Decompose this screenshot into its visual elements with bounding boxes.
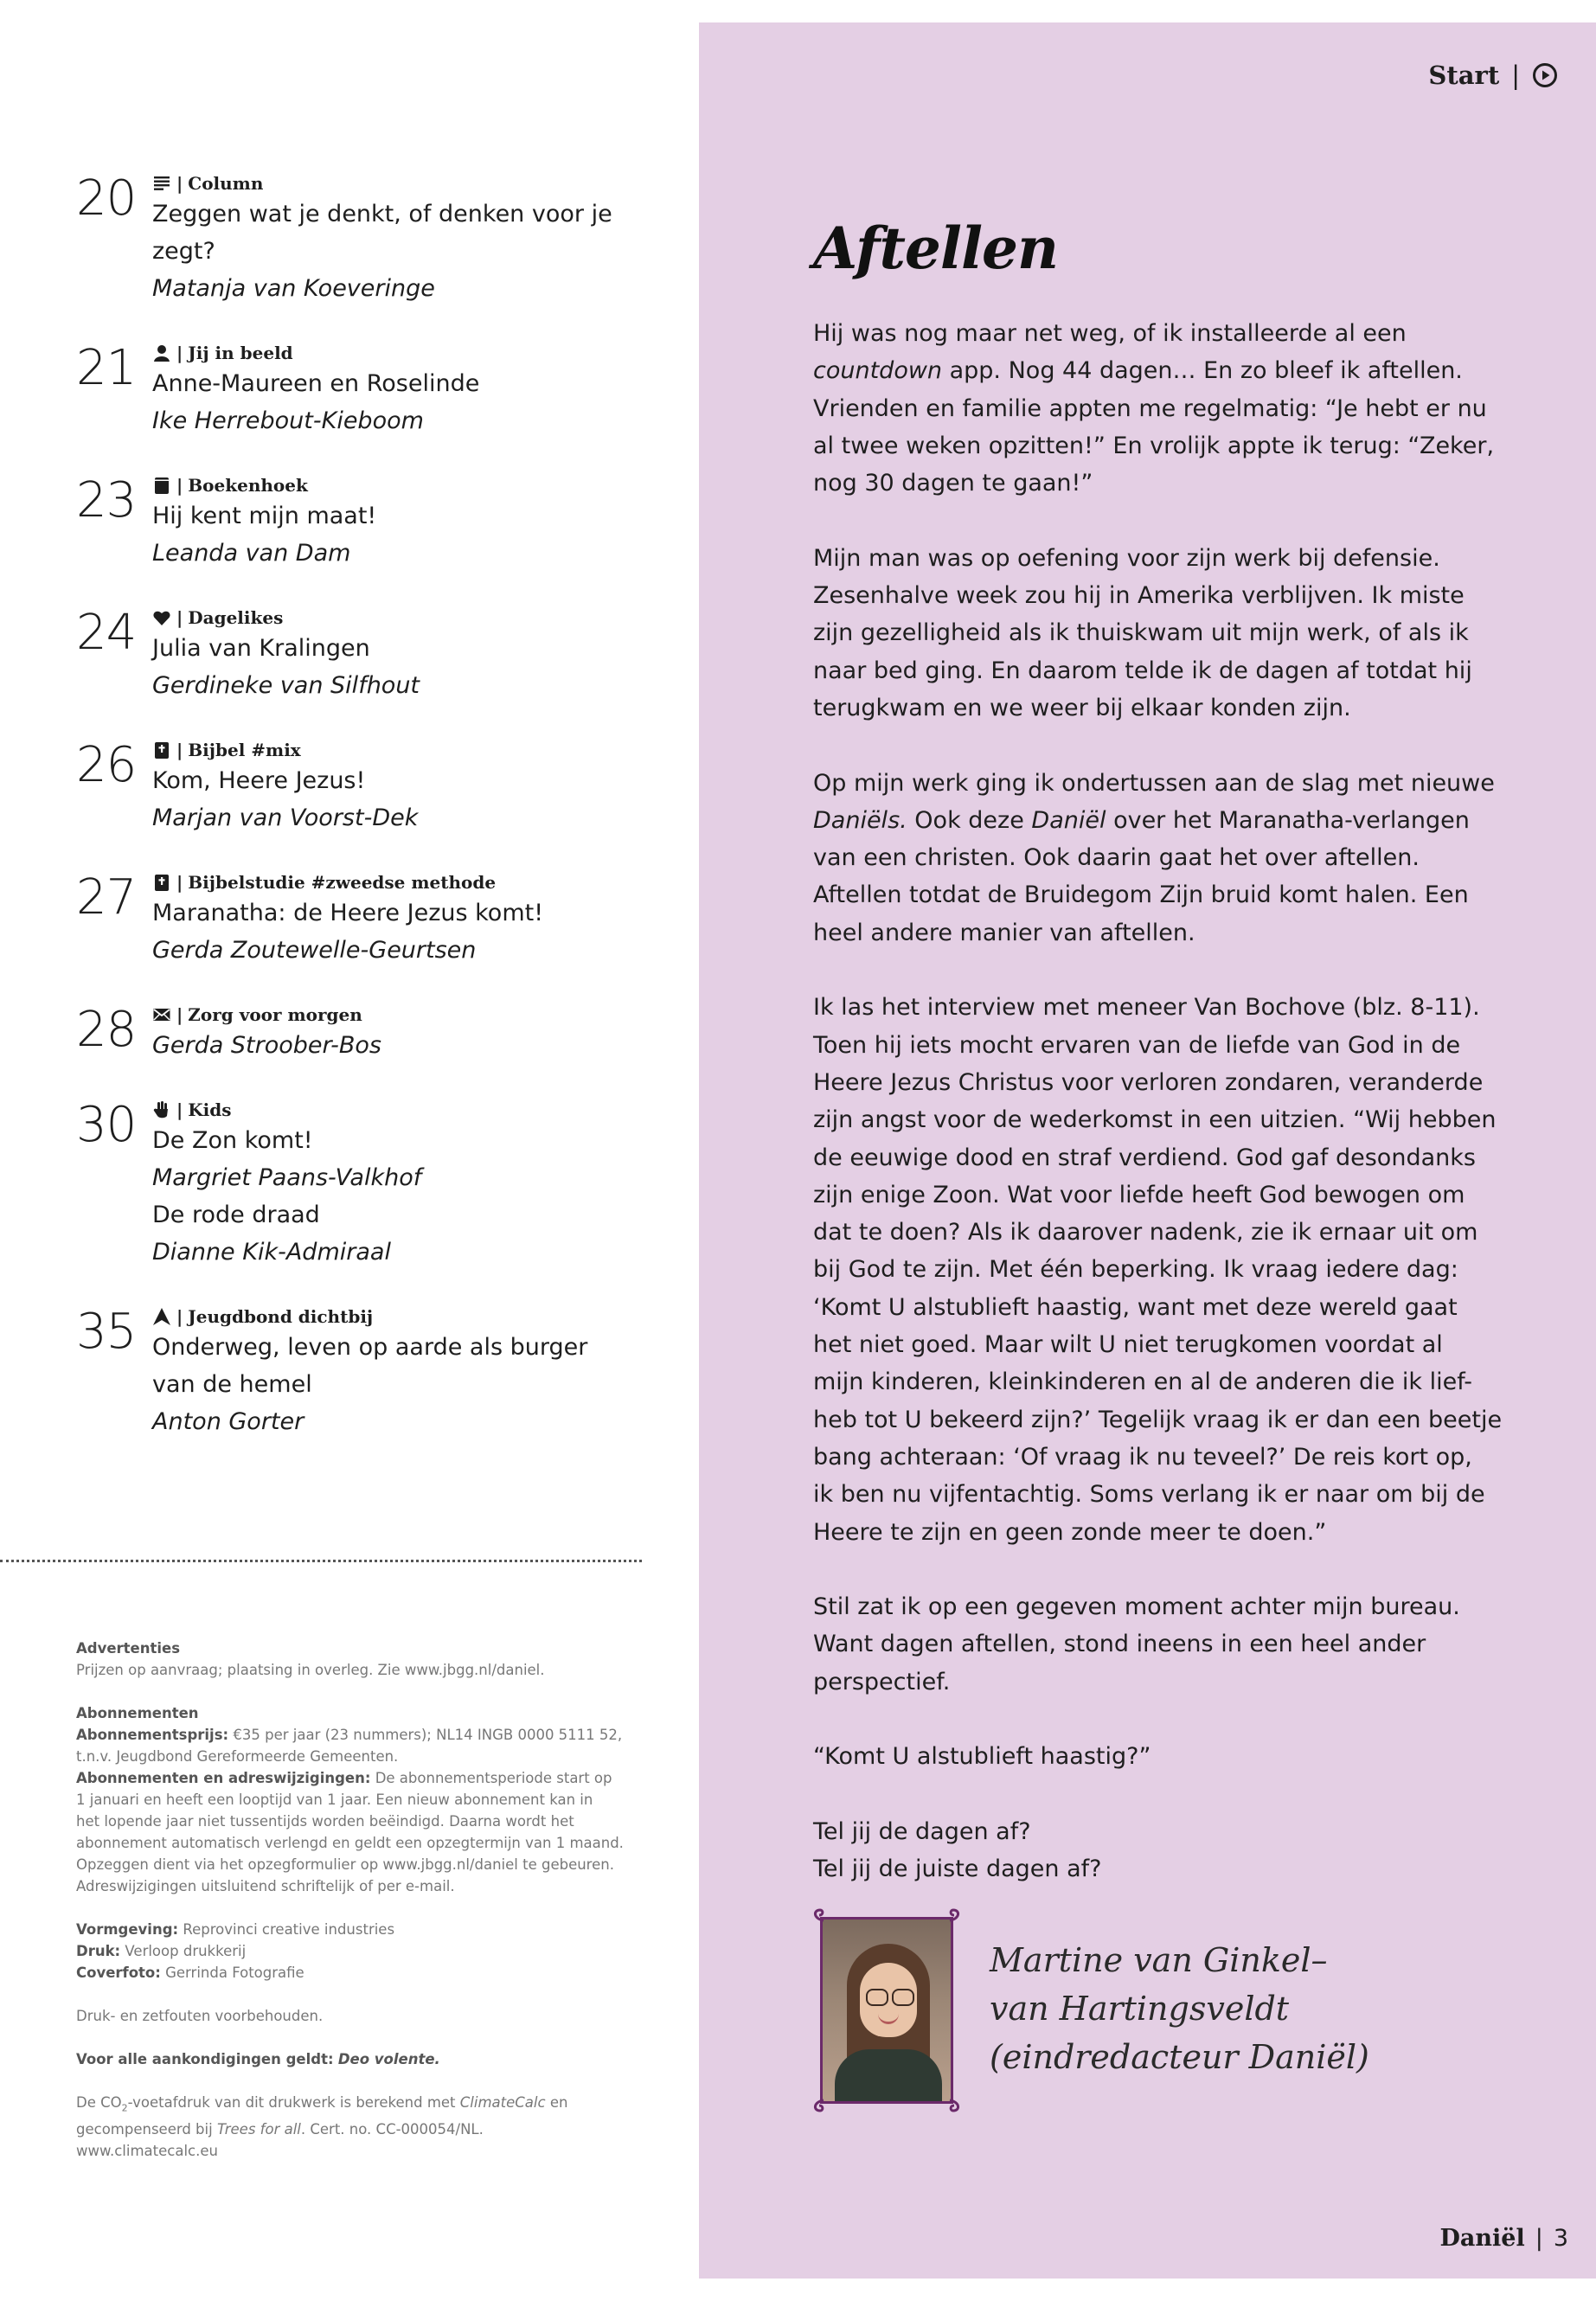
toc-entry[interactable] [76,1098,664,1271]
toc-title: Kom, Heere Jezus! [152,767,366,794]
toc-entry[interactable] [76,1003,664,1064]
toc-entry[interactable] [76,606,664,704]
body-text: bang achteraan: ‘Of vraag ik nu teveel?’ De reis kort op, [813,1443,1472,1471]
article-line [813,465,1471,502]
toc-author: Gerda Zoutewelle-Geurtsen [152,937,477,964]
article-line [813,1251,1471,1288]
article-line [813,1663,1471,1701]
toc-page-number: 21 [76,340,137,396]
body-text: de eeuwige dood en straf verdiend. God gaf desondanks [813,1144,1476,1171]
hand-icon [152,1100,171,1119]
body-text: terugkwam en we weer bij elkaar konden zijn. [813,694,1351,721]
toc-category [152,738,664,762]
toc-entry[interactable] [76,738,664,836]
colophon-errors: Druk- en zetfouten voorbehouden. [76,2008,324,2024]
article-paragraph [813,540,1471,727]
article-line [813,876,1471,913]
toc-category-label: Bijbel #mix [188,740,301,760]
toc-category-label: Kids [188,1099,232,1120]
heart-icon [152,608,171,627]
category-separator: | [176,607,183,628]
toc-page-number: 24 [76,605,137,661]
toc-category [152,606,664,630]
article-line [813,1738,1471,1775]
frame-curl-icon [946,1907,964,1924]
toc-category [152,171,664,195]
start-link[interactable] [1428,61,1558,90]
start-separator: | [1511,61,1520,90]
article-line [813,1289,1471,1326]
body-text: mijn kinderen, kleinkinderen en al de anderen die ik lief- [813,1368,1472,1396]
article-line [813,1813,1471,1850]
toc-title: Zeggen wat je denkt, of denken voor je zegt? [152,201,612,265]
article-paragraph [813,315,1495,502]
footer-separator: | [1535,2225,1543,2252]
body-text: zijn gezelligheid als ik thuiskwam uit mijn werk, of als ik [813,619,1469,647]
book-icon [152,476,171,495]
article-line [813,1363,1471,1400]
table-of-contents [76,171,664,1474]
article-line [813,427,1495,465]
colophon [76,1638,630,2183]
body-text: Ik las het interview met meneer Van Bochove (blz. 8-11). [813,994,1480,1022]
article-line [813,577,1471,614]
toc-category [152,473,664,497]
author-signature: Martine van Ginkel– van Hartingsveldt (eindredacteur Daniël) [990,1941,1369,2076]
toc-entry[interactable] [76,341,664,439]
toc-category-label: Bijbelstudie #zweedse methode [188,872,497,893]
toc-category-label: Jeugdbond dichtbij [188,1306,374,1327]
body-text: dat te doen? Als ik daarover nadenk, zie ik ernaar uit om [813,1219,1478,1247]
toc-title: van de hemel [152,1371,312,1398]
toc-page-number: 28 [76,1002,137,1058]
article-line [813,1588,1471,1625]
frame-curl-icon [810,1907,827,1924]
article-line [813,1101,1497,1138]
body-text: van een christen. Ook daarin gaat het over aftellen. [813,844,1420,872]
article-line [813,1326,1471,1363]
arrow-up-icon [152,1307,171,1326]
toc-title: Julia van Kralingen [152,635,370,662]
article-line [813,1176,1471,1214]
toc-author: Margriet Paans-Valkhof [152,1164,422,1191]
article-line [813,689,1471,727]
toc-title: Maranatha: de Heere Jezus komt! [152,900,544,926]
colophon-co2: De $CO_2$-voetafdruk van dit drukwerk is berekend met ClimateCalc en gecompenseerd bij Trees for all. Cert. no. CC-000054/NL. www.climatecalc.eu [76,2094,568,2160]
article-body [813,315,1503,1926]
toc-author: Matanja van Koeveringe [152,275,435,302]
body-text: app. Nog 44 dagen… En zo bleef ik aftellen. [942,357,1463,385]
toc-category [152,341,664,365]
toc-entry[interactable] [76,1304,664,1440]
body-text: ik ben nu vijfentachtig. Soms verlang ik er naar om bij de [813,1481,1485,1509]
body-text: Vrienden en familie appten me regelmatig: “Je hebt er nu [813,394,1487,422]
article-line [813,315,1471,352]
article-line [813,1476,1485,1513]
article-paragraph [813,1738,1471,1775]
toc-category-label: Zorg voor morgen [188,1004,362,1025]
start-label: Start [1428,61,1500,90]
article-line [813,652,1471,689]
editorial-panel [699,22,1596,2279]
article-line [813,352,1471,389]
toc-page-number: 35 [76,1304,137,1360]
body-text: nog 30 dagen te gaan!” [813,470,1093,497]
body-text: het niet goed. Maar wilt U niet terugkomen voordat al [813,1331,1443,1359]
toc-category [152,1304,664,1329]
body-text: over het Maranatha-verlangen [1106,806,1470,834]
toc-category-label: Column [188,173,264,194]
toc-title: De Zon komt! [152,1127,313,1154]
toc-author: Gerdineke van Silfhout [152,672,420,699]
article-title: Aftellen [813,215,1059,282]
body-text: bij God te zijn. Met één beperking. Ik vraag iedere dag: [813,1256,1458,1284]
article-line [813,390,1487,427]
body-text: ‘Komt U alstublieft haastig, want met deze wereld gaat [813,1293,1458,1321]
article-line [813,614,1471,651]
body-text: zijn angst voor de wederkomst in een uitzien. “Wij hebben [813,1106,1497,1134]
body-text: zijn enige Zoon. Wat voor liefde heeft God bewogen om [813,1181,1465,1208]
toc-title: De rode draad [152,1202,320,1228]
toc-category-label: Dagelikes [188,607,284,628]
emphasis-text: Daniël [1031,806,1106,834]
body-text: perspectief. [813,1668,951,1695]
toc-category-label: Jij in beeld [188,343,293,363]
page-number: 3 [1553,2225,1568,2252]
article-line [813,1514,1471,1551]
emphasis-text: countdown [813,357,943,385]
toc-author: Anton Gorter [152,1408,304,1435]
toc-page-number: 30 [76,1097,137,1153]
colophon-subscriptions: Abonnementen Abonnementsprijs: €35 per jaar (23 nummers); NL14 INGB 0000 5111 52, t.n.v. Jeugdbond Gereformeerde Gemeenten. Abonnementen en adreswijzigingen: De abonnementsperiode start op 1 januari en heeft een looptijd van 1 jaar. Een nieuw abonnement kan in het lopende jaar niet tussentijds worden beëindigd. Daarna wordt het abonnement automatisch verlengd en geldt een opzegtermijn van 1 maand. Opzeggen dient via het opzegformulier op www.jbgg.nl/daniel te gebeuren. Adreswijzigingen uitsluitend schriftelijk of per e-mail. [76,1705,624,1894]
article-line [813,1625,1471,1663]
column-icon [152,174,171,193]
emphasis-text: Daniëls. [813,806,907,834]
article-line [813,1027,1471,1064]
toc-author: Dianne Kik-Admiraal [152,1239,391,1266]
category-separator: | [176,173,183,194]
category-separator: | [176,475,183,496]
category-separator: | [176,872,183,893]
body-text: Op mijn werk ging ik ondertussen aan de slag met nieuwe [813,769,1495,797]
toc-title: Onderweg, leven op aarde als burger [152,1334,588,1361]
body-text: heel andere manier van aftellen. [813,919,1195,946]
body-text: Tel jij de juiste dagen af? [813,1856,1102,1883]
author-photo [820,1917,953,2104]
bible-icon [152,740,171,760]
colophon-credits: Vormgeving: Reprovinci creative industries Druk: Verloop drukkerij Coverfoto: Gerrinda Fotografie [76,1921,395,1981]
article-line [813,1850,1471,1888]
category-separator: | [176,1004,183,1025]
article-line [813,1401,1503,1439]
article-paragraph [813,1813,1471,1888]
toc-title: Anne-Maureen en Roselinde [152,370,480,397]
body-text: naar bed ging. En daarom telde ik de dagen af totdat hij [813,657,1472,684]
toc-category [152,870,664,894]
article-line [813,989,1480,1026]
body-text: Toen hij iets mocht ervaren van de liefde van God in de [813,1031,1461,1059]
toc-author: Leanda van Dam [152,540,351,567]
frame-curl-icon [946,2097,964,2114]
colophon-ads: Advertenties Prijzen op aanvraag; plaatsing in overleg. Zie www.jbgg.nl/daniel. [76,1640,545,1678]
toc-category [152,1098,664,1122]
article-line [813,1214,1478,1251]
body-text: Ook deze [907,806,1032,834]
bible-icon [152,873,171,892]
body-text: heb tot U bekeerd zijn?’ Tegelijk vraag ik er dan een beetje [813,1406,1503,1433]
toc-entry[interactable] [76,171,664,307]
article-line [813,839,1471,876]
body-text: Tel jij de dagen af? [813,1817,1031,1845]
magazine-name: Daniël [1439,2225,1525,2252]
article-line [813,1139,1476,1176]
article-line [813,802,1471,839]
play-icon [1532,62,1558,88]
dotted-separator [0,1560,642,1562]
toc-entry[interactable] [76,870,664,969]
page-footer [1439,2225,1568,2252]
body-text: Zesenhalve week zou hij in Amerika verblijven. Ik miste [813,582,1465,610]
frame-curl-icon [810,2097,827,2114]
article-paragraph [813,1588,1471,1701]
body-text: Hij was nog maar net weg, of ik installeerde al een [813,320,1407,347]
person-icon [152,343,171,362]
body-text: Stil zat ik op een gegeven moment achter mijn bureau. [813,1593,1460,1621]
body-text: Heere Jezus Christus voor verloren zondaren, veranderde [813,1068,1484,1096]
article-line [813,1064,1484,1101]
article-line [813,540,1471,577]
colophon-announcements: Voor alle aankondigingen geldt: Deo volente. [76,2051,440,2067]
toc-page-number: 26 [76,737,137,793]
body-text: Mijn man was op oefening voor zijn werk bij defensie. [813,544,1440,572]
toc-category [152,1003,664,1027]
article-paragraph [813,989,1503,1550]
envelope-icon [152,1005,171,1024]
body-text: Want dagen aftellen, stond ineens in een heel ander [813,1631,1426,1658]
toc-entry[interactable] [76,473,664,572]
body-text: al twee weken opzitten!” En vrolijk appte ik terug: “Zeker, [813,432,1495,459]
article-line [813,914,1471,952]
toc-author: Gerda Stroober-Bos [152,1032,381,1059]
toc-author: Marjan van Voorst-Dek [152,804,419,831]
toc-title: Hij kent mijn maat! [152,503,377,529]
body-text: Aftellen totdat de Bruidegom Zijn bruid komt halen. Een [813,881,1469,909]
toc-author: Ike Herrebout-Kieboom [152,407,424,434]
category-separator: | [176,1306,183,1327]
body-text: Heere te zijn en geen zonde meer te doen.” [813,1518,1327,1546]
toc-page-number: 23 [76,472,137,529]
toc-category-label: Boekenhoek [188,475,308,496]
category-separator: | [176,343,183,363]
article-line [813,1439,1471,1476]
category-separator: | [176,740,183,760]
article-line [813,765,1495,802]
body-text: “Komt U alstublieft haastig?” [813,1743,1151,1771]
toc-page-number: 27 [76,869,137,926]
toc-page-number: 20 [76,170,137,227]
article-paragraph [813,765,1495,952]
category-separator: | [176,1099,183,1120]
